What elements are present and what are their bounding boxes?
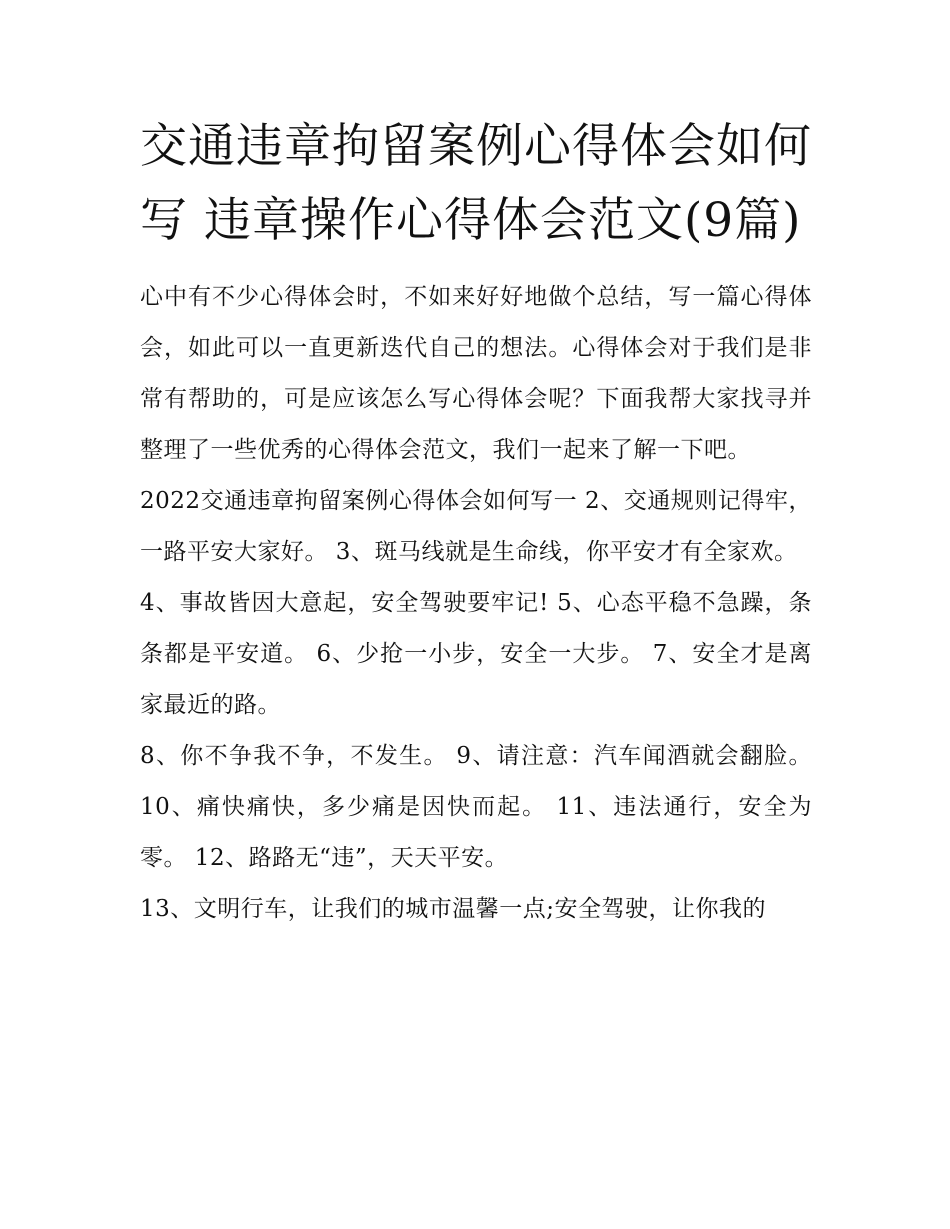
- intro-paragraph: 心中有不少心得体会时，不如来好好地做个总结，写一篇心得体会，如此可以一直更新迭代自己的想法。心得体会对于我们是非常有帮助的，可是应该怎么写心得体会呢？下面我帮大家找寻并整理了一些优秀的心得体会范文，我们一起来了解一下吧。: [140, 284, 812, 463]
- slogan-paragraph-2: 4、事故皆因大意起，安全驾驶要牢记! 5、心态平稳不急躁，条条都是平安道。 6、少抢一小步，安全一大步。 7、安全才是离家最近的路。: [140, 590, 812, 718]
- slogan-paragraph-3: 8、你不争我不争，不发生。 9、请注意：汽车闻酒就会翻脸。 10、痛快痛快，多少痛是因快而起。 11、违法通行，安全为零。 12、路路无“违”，天天平安。: [140, 743, 812, 871]
- document-title: 交通违章拘留案例心得体会如何写 违章操作心得体会范文(9篇): [140, 119, 812, 248]
- slogan-paragraph-1: 2022交通违章拘留案例心得体会如何写一 2、交通规则记得牢，一路平安大家好。 3、斑马线就是生命线，你平安才有全家欢。: [140, 488, 812, 565]
- slogan-paragraph-4: 13、文明行车，让我们的城市温馨一点;安全驾驶，让你我的: [140, 896, 767, 922]
